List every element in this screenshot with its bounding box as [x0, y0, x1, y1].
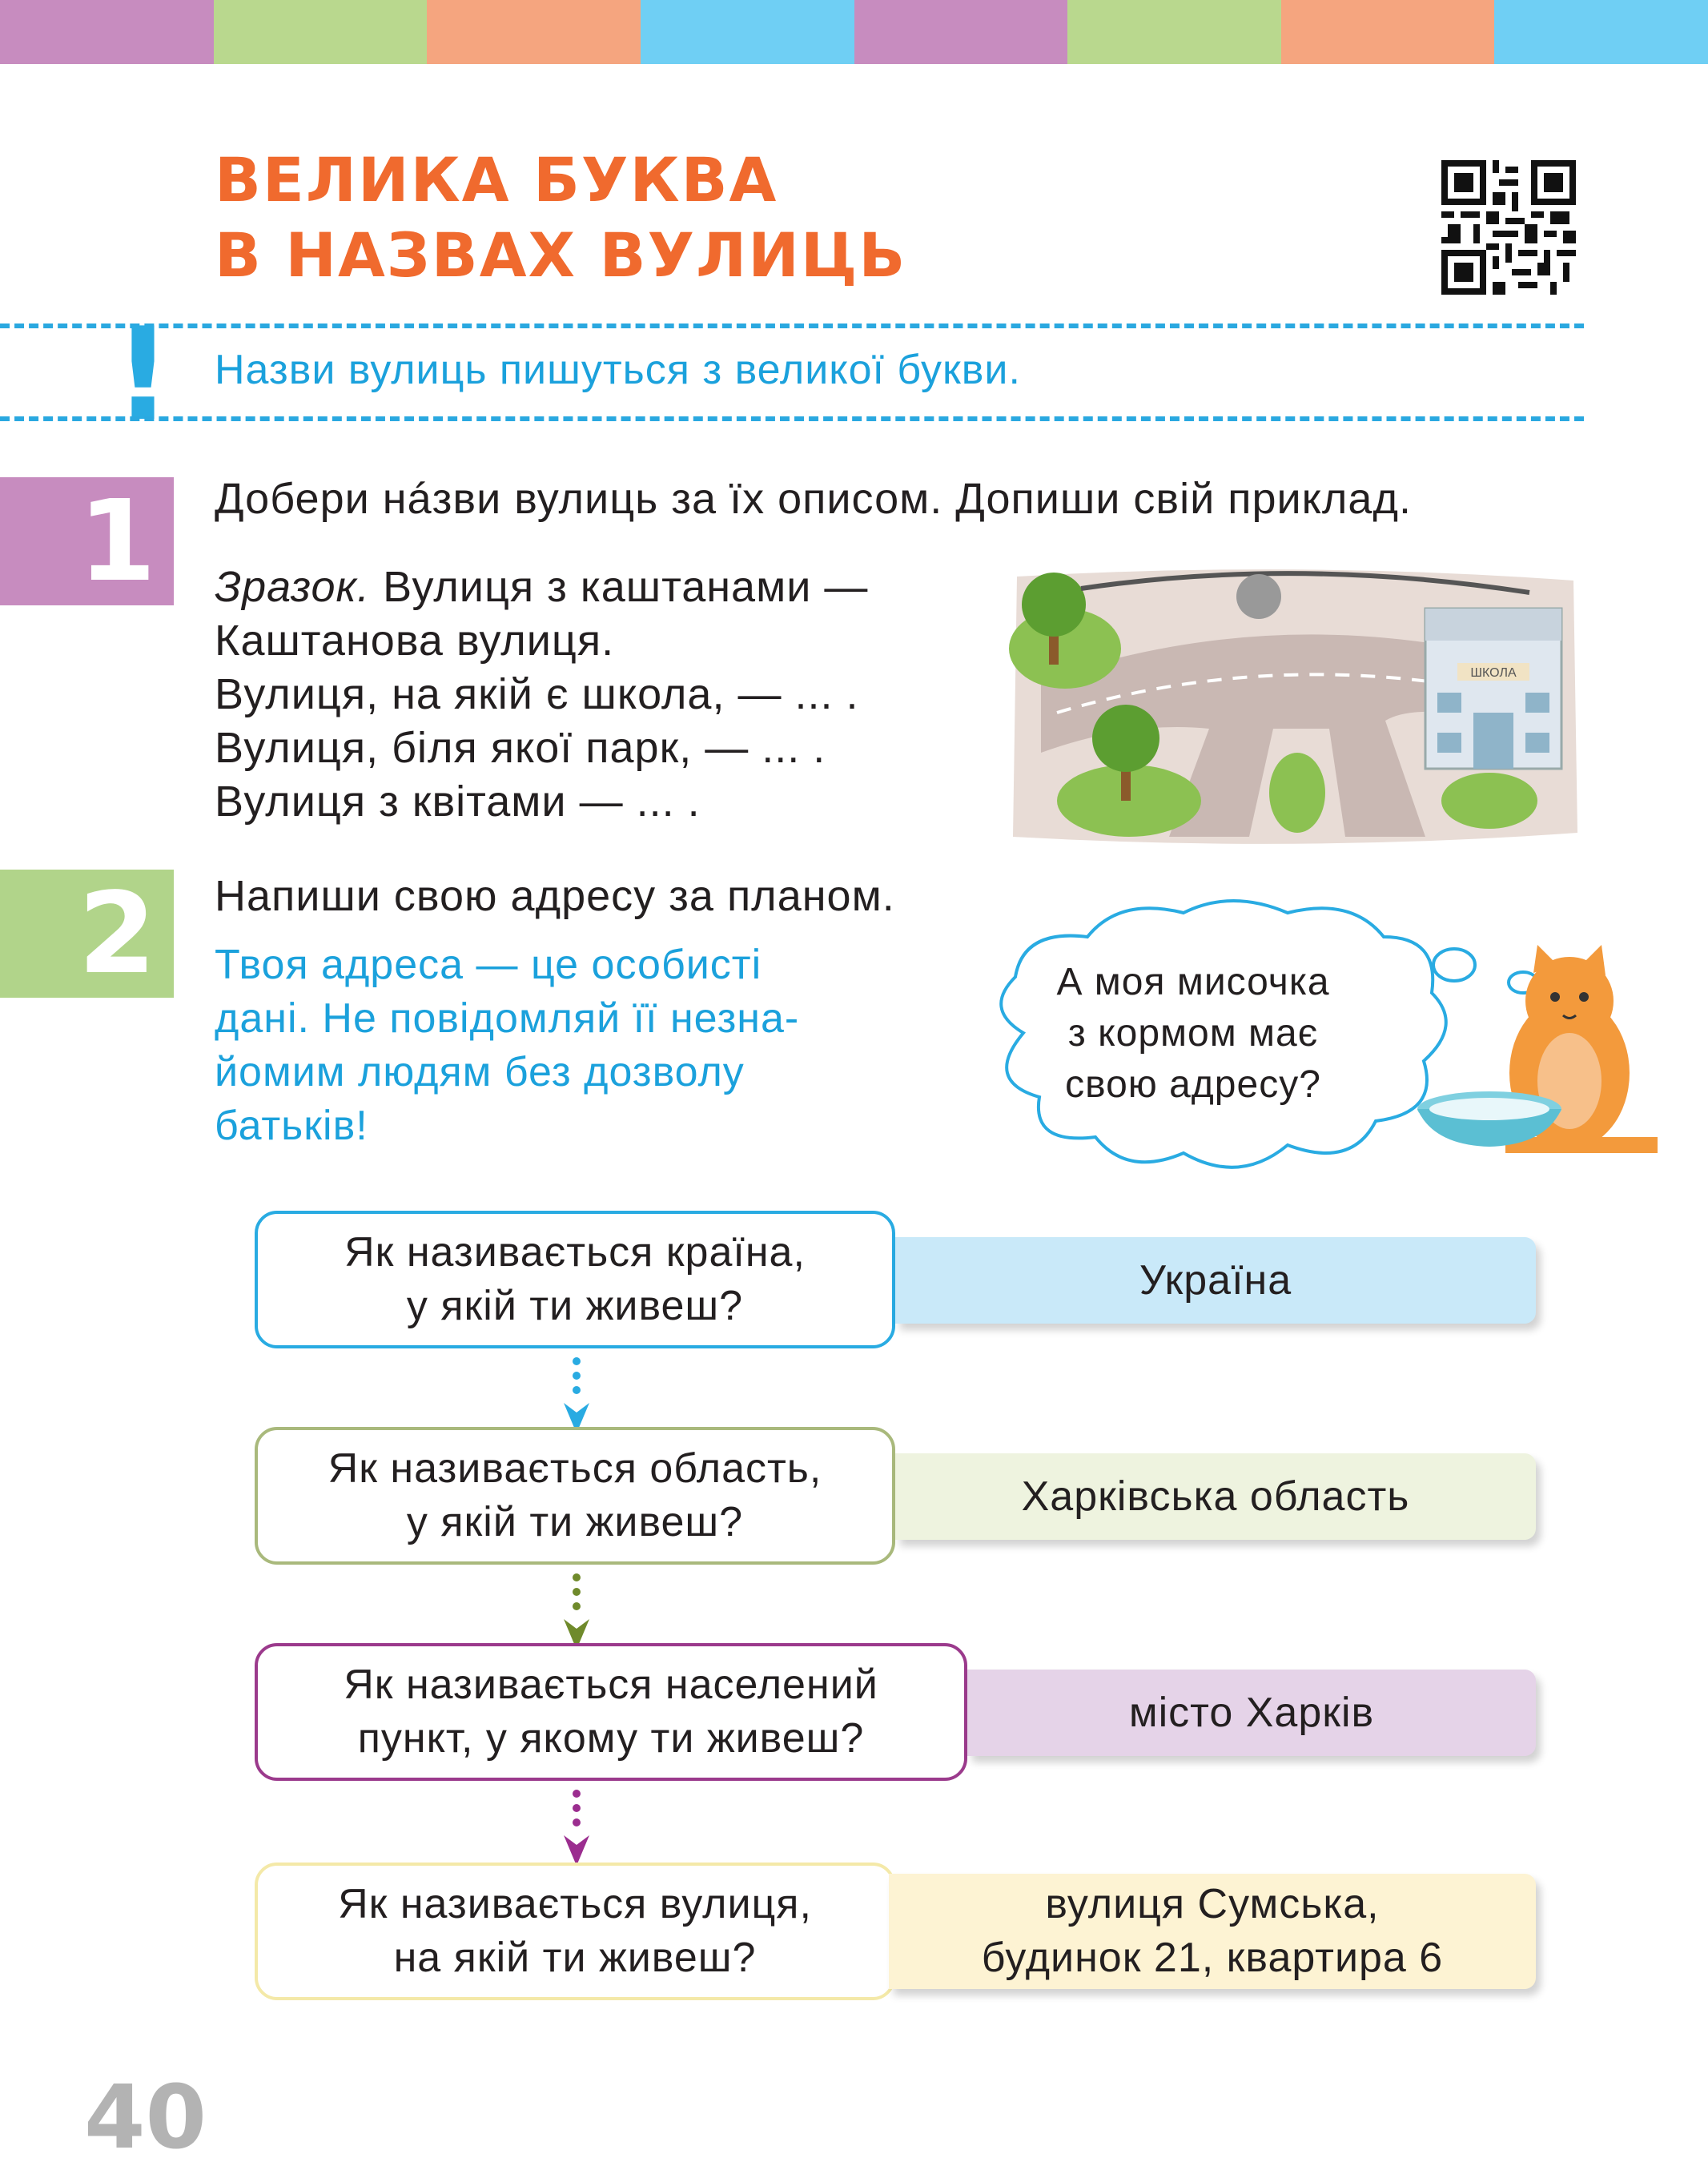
- question-line: Як називається країна,: [344, 1229, 806, 1276]
- rule-top-divider: [0, 323, 1584, 328]
- arrow-dot: [573, 1588, 581, 1596]
- cloud-line: з кормом має: [1067, 1012, 1319, 1055]
- stripe: [854, 0, 1068, 64]
- sample-line-1: Вулиця з каштанами —: [383, 563, 869, 611]
- arrow-dot: [573, 1357, 581, 1365]
- school-sign: ШКОЛА: [1470, 666, 1517, 680]
- answer-line: місто Харків: [1128, 1689, 1375, 1736]
- answer-line: Харківська область: [1021, 1473, 1410, 1520]
- arrow-dot: [573, 1573, 581, 1581]
- cat-with-bowl-illustration: [1417, 945, 1658, 1153]
- rule-bottom-divider: [0, 416, 1584, 421]
- dotted-arrow-down-icon: [561, 1786, 593, 1874]
- arrow-dot: [573, 1386, 581, 1394]
- stripe: [1494, 0, 1708, 64]
- exclamation-icon: !: [114, 299, 172, 449]
- task-1-number: 1: [0, 477, 174, 605]
- question-line: у якій ти живеш?: [406, 1283, 744, 1329]
- question-line: Як називається населений: [344, 1662, 878, 1708]
- stripe: [641, 0, 854, 64]
- arrow-dot: [573, 1790, 581, 1798]
- cloud-line: свою адресу?: [1065, 1063, 1321, 1106]
- stripe: [1067, 0, 1281, 64]
- plan-question-settlement: [255, 1643, 967, 1781]
- plan-answer-country[interactable]: [895, 1237, 1536, 1324]
- answer-line: будинок 21, квартира 6: [981, 1935, 1444, 1981]
- plan-question-region: [255, 1427, 895, 1565]
- plan-question-country: [255, 1211, 895, 1348]
- stripe: [1281, 0, 1495, 64]
- privacy-warning: [215, 938, 799, 1153]
- title-line-1: ВЕЛИКА БУКВА: [215, 144, 778, 215]
- plan-answer-region[interactable]: [895, 1453, 1536, 1540]
- question-line: у якій ти живеш?: [406, 1499, 744, 1545]
- color-stripe-bar: [0, 0, 1708, 64]
- stripe: [427, 0, 641, 64]
- question-line: пункт, у якому ти живеш?: [357, 1715, 865, 1762]
- task-1-line-park: Вулиця, біля якої парк, — ... .: [215, 724, 826, 772]
- title-line-2: В НАЗВАХ ВУЛИЦЬ: [215, 219, 907, 291]
- warning-line: дані. Не повідомляй її незна-: [215, 995, 800, 1042]
- cloud-text: [985, 957, 1401, 1111]
- warning-line: Твоя адреса — це особисті: [215, 942, 762, 988]
- question-line: на якій ти живеш?: [393, 1935, 757, 1981]
- question-line: Як називається область,: [328, 1445, 822, 1492]
- plan-answer-settlement[interactable]: [967, 1670, 1536, 1756]
- task-1-line-flowers: Вулиця з квітами — ... .: [215, 778, 701, 826]
- stripe: [214, 0, 428, 64]
- task-2-instruction: Напиши свою адресу за планом.: [215, 872, 895, 920]
- task-1-line-school: Вулиця, на якій є школа, — ... .: [215, 670, 859, 718]
- plan-question-street: [255, 1863, 895, 2000]
- sample-label: Зразок.: [215, 563, 371, 611]
- answer-line: вулиця Сумська,: [1045, 1881, 1380, 1927]
- warning-line: батьків!: [215, 1103, 368, 1149]
- qr-code-icon[interactable]: [1441, 160, 1576, 295]
- task-1-instruction: Добери нáзви вулиць за їх описом. Допиши свій приклад.: [215, 475, 1412, 523]
- task-1-sample: [215, 561, 868, 829]
- arrow-dot: [573, 1818, 581, 1826]
- arrow-dot: [573, 1372, 581, 1380]
- cloud-line: А моя мисочка: [1056, 961, 1330, 1003]
- sample-line-2: Каштанова вулиця.: [215, 617, 615, 665]
- page-number: 40: [84, 2066, 207, 2168]
- question-line: Як називається вулиця,: [338, 1881, 812, 1927]
- answer-line: Україна: [1139, 1256, 1292, 1304]
- page-title: [215, 143, 906, 293]
- arrow-dot: [573, 1804, 581, 1812]
- plan-answer-street[interactable]: [889, 1874, 1536, 1989]
- street-illustration: [1009, 561, 1581, 849]
- arrow-head: [564, 1835, 589, 1866]
- stripe: [0, 0, 214, 64]
- arrow-dot: [573, 1602, 581, 1610]
- rule-text: Назви вулиць пишуться з великої букви.: [215, 347, 1021, 393]
- task-2-number: 2: [0, 870, 174, 998]
- warning-line: йомим людям без дозволу: [215, 1049, 745, 1095]
